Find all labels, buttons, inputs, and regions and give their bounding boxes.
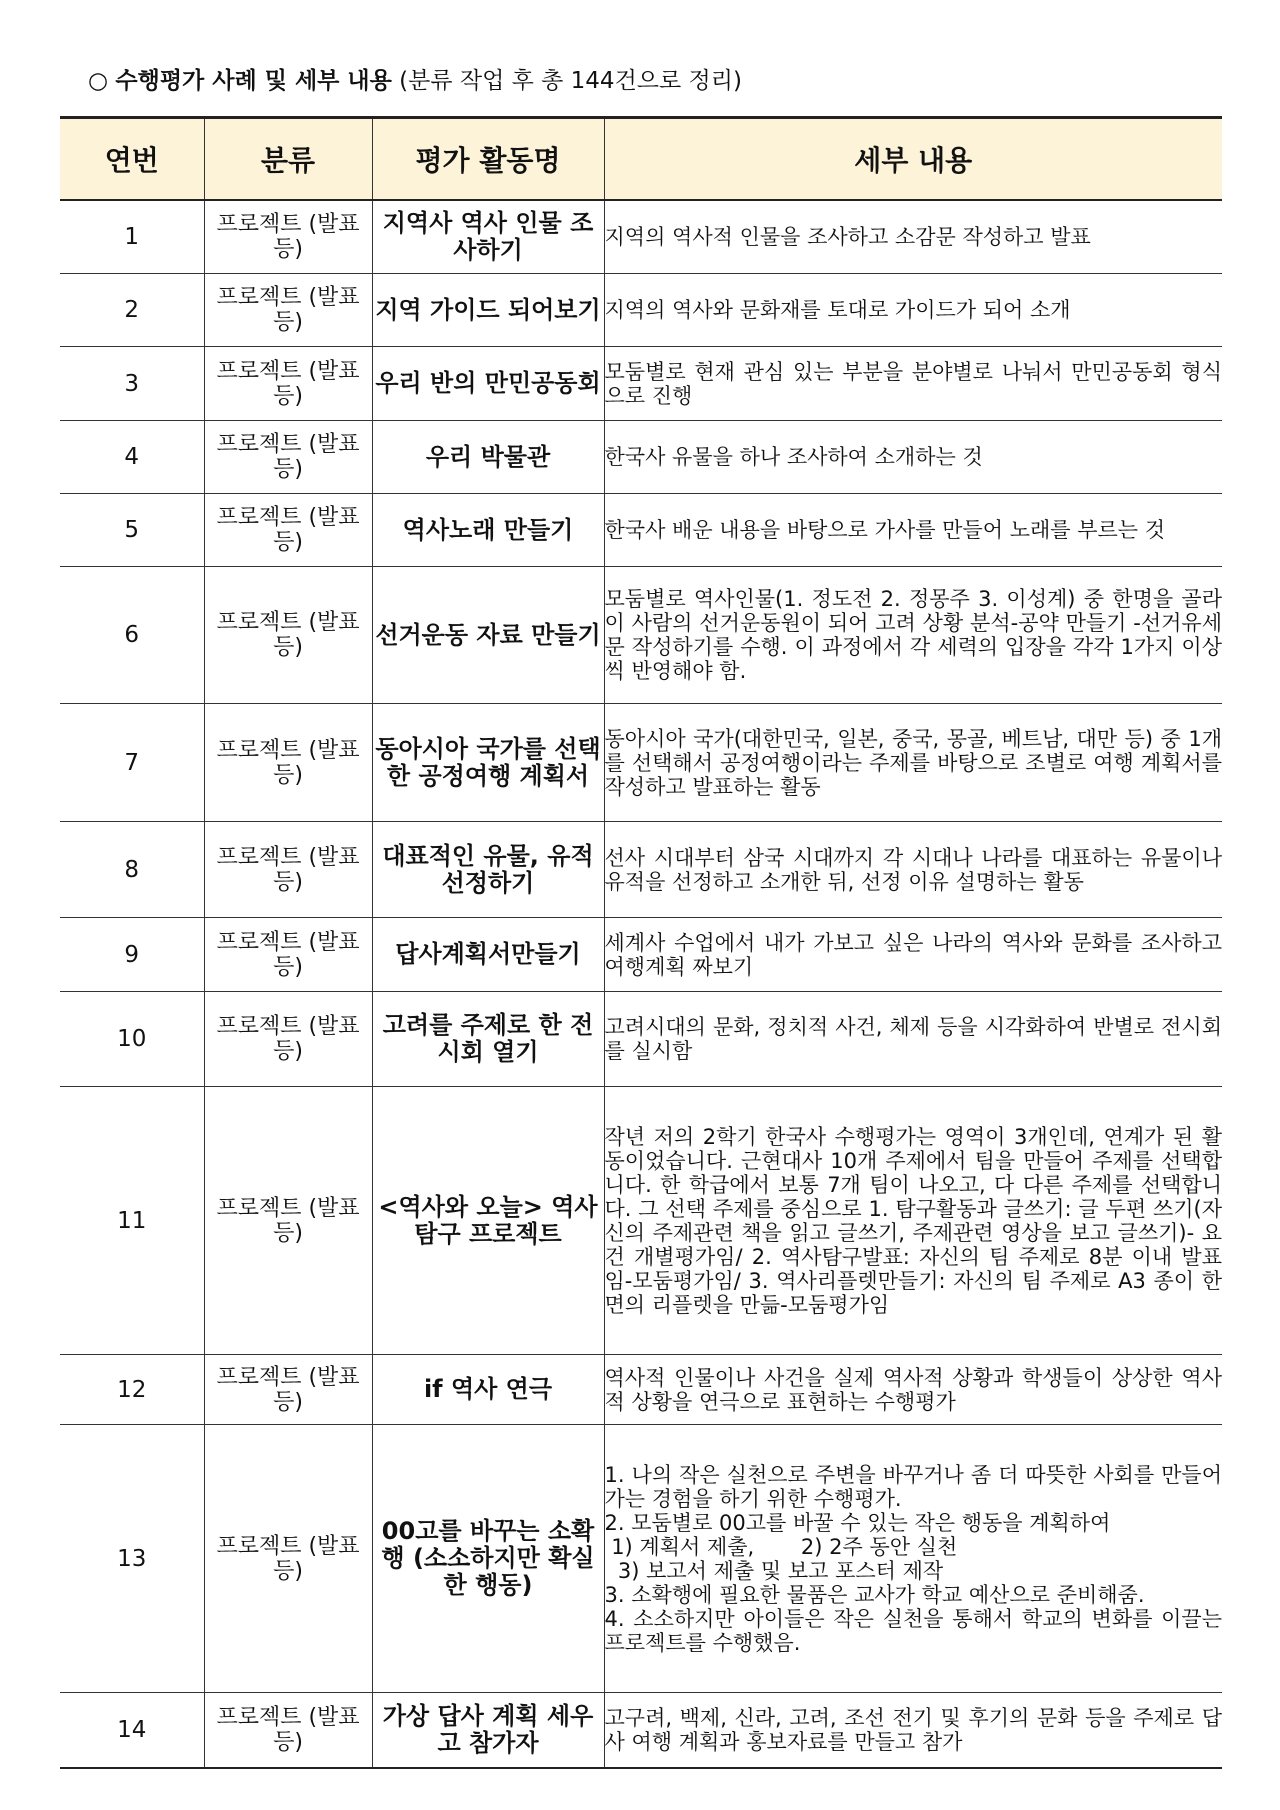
row-number: 6 xyxy=(60,567,204,704)
row-number: 2 xyxy=(60,274,204,347)
row-activity-name: 동아시아 국가를 선택한 공정여행 계획서 xyxy=(372,704,604,822)
row-detail xyxy=(604,200,1222,274)
row-category: 프로젝트 (발표 등) xyxy=(204,1087,372,1355)
row-detail xyxy=(604,421,1222,494)
row-activity-name: 가상 답사 계획 세우고 참가자 xyxy=(372,1693,604,1768)
row-detail xyxy=(604,567,1229,704)
row-number: 10 xyxy=(60,992,204,1087)
header-activity-name: 평가 활동명 xyxy=(372,118,604,200)
row-activity-name: if 역사 연극 xyxy=(372,1355,604,1425)
row-number: 9 xyxy=(60,918,204,992)
detail-line: 3. 소확행에 필요한 물품은 교사가 학교 예산으로 준비해줌. xyxy=(604,1582,1145,1607)
table-row xyxy=(60,992,1222,1087)
row-detail xyxy=(604,494,1222,567)
row-number: 5 xyxy=(60,494,204,567)
row-activity-name: 지역사 역사 인물 조사하기 xyxy=(372,200,604,274)
row-number: 7 xyxy=(60,704,204,822)
circle-bullet-icon: ○ xyxy=(88,68,109,94)
row-number: 1 xyxy=(60,200,204,274)
table-row xyxy=(60,1425,1222,1693)
row-activity-name: 답사계획서만들기 xyxy=(372,918,604,992)
detail-line: 1) 계획서 제출, 2) 2주 동안 실천 xyxy=(604,1534,958,1559)
row-detail xyxy=(604,918,1229,992)
row-category: 프로젝트 (발표 등) xyxy=(204,918,372,992)
row-detail xyxy=(604,347,1222,421)
heading-note: (분류 작업 후 총 144건으로 정리) xyxy=(399,68,742,94)
detail-line: 한국사 배운 내용을 바탕으로 가사를 만들어 노래를 부르는 것 xyxy=(604,518,1166,542)
row-number: 12 xyxy=(60,1355,204,1425)
row-activity-name: 역사노래 만들기 xyxy=(372,494,604,567)
detail-line: 선사 시대부터 삼국 시대까지 각 시대나 나라를 대표하는 유물이나 유적을 선정하고 소개한 뒤, 선정 이유 설명하는 활동 xyxy=(604,845,1229,894)
table-row xyxy=(60,274,1222,347)
row-number: 13 xyxy=(60,1425,204,1693)
row-number: 14 xyxy=(60,1693,204,1768)
detail-line: 작년 저의 2학기 한국사 수행평가는 영역이 3개인데, 연계가 된 활동이었습니다. 근현대사 10개 주제에서 팀을 만들어 주제를 선택합니다. 한 학급에서 보통 7개 팀이 나오고, 다 다른 주제를 선택합니다. 그 선택 주제를 중심으로 1. 탐구활동과 글쓰기: 글 두편 쓰기(자신의 주제관련 책을 읽고 글쓰기, 주제관련 영상을 보고 글쓰기)- 요건 개별평가임/ 2. 역사탐구발표: 자신의 팀 주제로 8분 이내 발표임-모둠평가임/ 3. 역사리플렛만들기: 자신의 팀 주제로 A3 종이 한면의 리플렛을 만듦-모둠평가임 xyxy=(604,1124,1222,1317)
row-number: 8 xyxy=(60,822,204,918)
assessment-table xyxy=(60,116,1229,1769)
table-header-row xyxy=(60,118,1222,200)
row-category: 프로젝트 (발표 등) xyxy=(204,274,372,347)
row-category: 프로젝트 (발표 등) xyxy=(204,494,372,567)
row-category: 프로젝트 (발표 등) xyxy=(204,822,372,918)
section-heading xyxy=(88,62,742,95)
detail-line: 1. 나의 작은 실천으로 주변을 바꾸거나 좀 더 따뜻한 사회를 만들어가는 경험을 하기 위한 수행평가. xyxy=(604,1462,1222,1511)
row-detail xyxy=(604,704,1229,822)
row-category: 프로젝트 (발표 등) xyxy=(204,1355,372,1425)
row-category: 프로젝트 (발표 등) xyxy=(204,421,372,494)
row-activity-name: 지역 가이드 되어보기 xyxy=(372,274,604,347)
header-category: 분류 xyxy=(204,118,372,200)
table-row xyxy=(60,200,1222,274)
table-row xyxy=(60,347,1222,421)
row-activity-name: 선거운동 자료 만들기 xyxy=(372,567,604,704)
detail-line: 4. 소소하지만 아이들은 작은 실천을 통해서 학교의 변화를 이끌는 프로젝트를 수행했음. xyxy=(604,1606,1229,1655)
row-detail xyxy=(604,822,1229,918)
header-detail: 세부 내용 xyxy=(604,118,1222,200)
table-row xyxy=(60,918,1222,992)
detail-line: 3) 보고서 제출 및 보고 포스터 제작 xyxy=(604,1558,944,1583)
heading-title: 수행평가 사례 및 세부 내용 xyxy=(115,68,392,94)
table-row xyxy=(60,1355,1222,1425)
detail-line: 세계사 수업에서 내가 가보고 싶은 나라의 역사와 문화를 조사하고 여행계획 짜보기 xyxy=(604,930,1229,979)
row-detail xyxy=(604,274,1222,347)
detail-line: 지역의 역사와 문화재를 토대로 가이드가 되어 소개 xyxy=(604,298,1071,322)
row-activity-name: 우리 박물관 xyxy=(372,421,604,494)
detail-line: 지역의 역사적 인물을 조사하고 소감문 작성하고 발표 xyxy=(604,224,1091,249)
row-activity-name: <역사와 오늘> 역사탐구 프로젝트 xyxy=(372,1087,604,1355)
row-activity-name: 우리 반의 만민공동회 xyxy=(372,347,604,421)
row-detail xyxy=(604,1355,1222,1425)
header-no: 연번 xyxy=(60,118,204,200)
row-activity-name: 00고를 바꾸는 소확행 (소소하지만 확실한 행동) xyxy=(372,1425,604,1693)
detail-line: 역사적 인물이나 사건을 실제 역사적 상황과 학생들이 상상한 역사적 상황을 연극으로 표현하는 수행평가 xyxy=(604,1365,1222,1414)
detail-line: 한국사 유물을 하나 조사하여 소개하는 것 xyxy=(604,445,983,469)
row-number: 4 xyxy=(60,421,204,494)
detail-line: 고구려, 백제, 신라, 고려, 조선 전기 및 후기의 문화 등을 주제로 답사 여행 계획과 홍보자료를 만들고 참가 xyxy=(604,1705,1222,1754)
row-category: 프로젝트 (발표 등) xyxy=(204,347,372,421)
detail-line: 2. 모둠별로 00고를 바꿀 수 있는 작은 행동을 계획하여 xyxy=(604,1510,1111,1535)
row-category: 프로젝트 (발표 등) xyxy=(204,704,372,822)
table-row xyxy=(60,567,1222,704)
detail-line: 모둠별로 현재 관심 있는 부분을 분야별로 나눠서 만민공동회 형식으로 진행 xyxy=(604,359,1222,408)
row-number: 11 xyxy=(60,1087,204,1355)
row-category: 프로젝트 (발표 등) xyxy=(204,1693,372,1768)
table-row xyxy=(60,494,1222,567)
row-detail xyxy=(604,1693,1222,1768)
row-detail xyxy=(604,1087,1222,1355)
row-category: 프로젝트 (발표 등) xyxy=(204,1425,372,1693)
detail-line: 동아시아 국가(대한민국, 일본, 중국, 몽골, 베트남, 대만 등) 중 1개를 선택해서 공정여행이라는 주제를 바탕으로 조별로 여행 계획서를 작성하고 발표하는 활동 xyxy=(604,726,1229,799)
row-activity-name: 대표적인 유물, 유적 선정하기 xyxy=(372,822,604,918)
row-number: 3 xyxy=(60,347,204,421)
table-row xyxy=(60,822,1222,918)
detail-line: 모둠별로 역사인물(1. 정도전 2. 정몽주 3. 이성계) 중 한명을 골라 이 사람의 선거운동원이 되어 고려 상황 분석-공약 만들기 -선거유세문 작성하기를 수행. 이 과정에서 각 세력의 입장을 각각 1가지 이상씩 반영해야 함. xyxy=(604,587,1229,683)
row-detail xyxy=(604,992,1222,1087)
row-category: 프로젝트 (발표 등) xyxy=(204,200,372,274)
row-detail xyxy=(604,1425,1229,1693)
table-row xyxy=(60,421,1222,494)
table-row xyxy=(60,1087,1222,1355)
table-row xyxy=(60,704,1222,822)
table-row xyxy=(60,1693,1222,1768)
row-category: 프로젝트 (발표 등) xyxy=(204,567,372,704)
row-category: 프로젝트 (발표 등) xyxy=(204,992,372,1087)
row-activity-name: 고려를 주제로 한 전시회 열기 xyxy=(372,992,604,1087)
detail-line: 고려시대의 문화, 정치적 사건, 체제 등을 시각화하여 반별로 전시회를 실시함 xyxy=(604,1015,1222,1063)
